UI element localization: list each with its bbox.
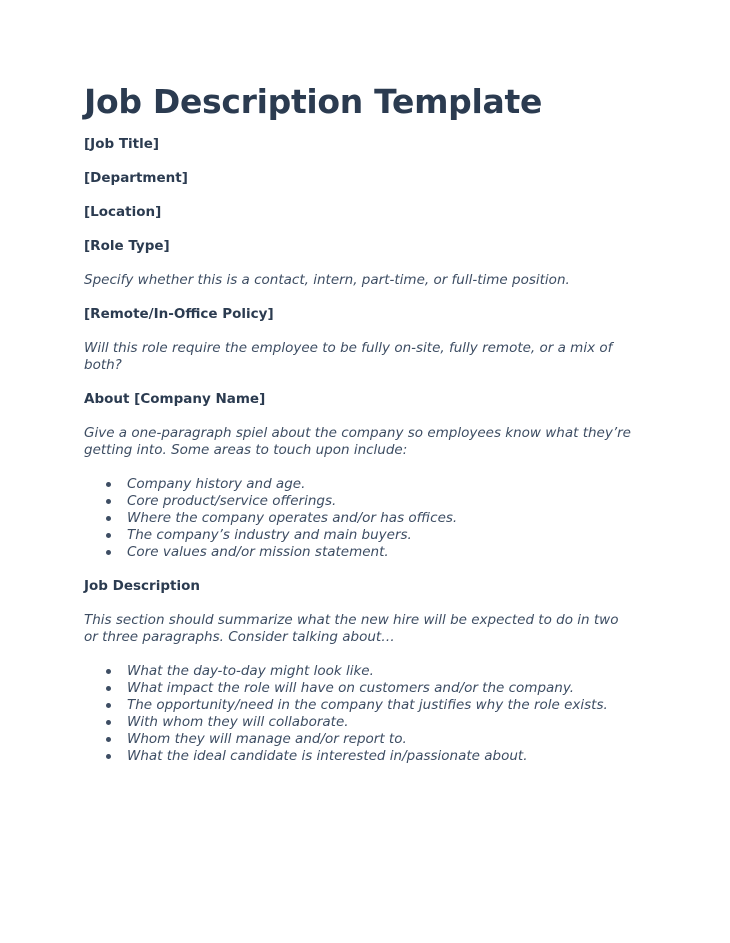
remote-policy-field: [Remote/In-Office Policy] [84,306,274,322]
bullet-icon [106,686,111,691]
page-title: Job Description Template [84,82,543,121]
about-company-note [84,425,664,459]
job-desc-note-line: This section should summarize what the new hire will be expected to do in two [84,612,619,628]
bullet-icon [106,499,111,504]
job-title-field: [Job Title] [84,136,160,152]
list-item: Company history and age. [84,476,664,493]
location-field: [Location] [84,204,162,220]
department-field: [Department] [84,170,188,186]
job-desc-note-line: or three paragraphs. Consider talking about… [84,629,395,645]
list-item: Core values and/or mission statement. [84,544,664,561]
job-description-heading: Job Description [84,578,200,594]
list-item: Whom they will manage and/or report to. [84,731,664,748]
bullet-icon [106,516,111,521]
job-description-note [84,612,664,646]
about-bullet-list [84,476,664,561]
list-item: What the ideal candidate is interested in/passionate about. [84,748,664,765]
list-item: Core product/service offerings. [84,493,664,510]
bullet-icon [106,550,111,555]
list-item: With whom they will collaborate. [84,714,664,731]
list-item: Where the company operates and/or has offices. [84,510,664,527]
role-type-field: [Role Type] [84,238,170,254]
document-page [84,82,664,765]
bullet-icon [106,720,111,725]
bullet-icon [106,737,111,742]
bullet-icon [106,533,111,538]
job-description-bullet-list [84,663,664,765]
bullet-icon [106,669,111,674]
about-note-line: Give a one-paragraph spiel about the company so employees know what they’re [84,425,631,441]
remote-policy-note-line: Will this role require the employee to be fully on-site, fully remote, or a mix of [84,340,613,356]
about-note-line: getting into. Some areas to touch upon include: [84,442,408,458]
bullet-icon [106,482,111,487]
list-item: The company’s industry and main buyers. [84,527,664,544]
remote-policy-note [84,340,664,374]
about-company-heading: About [Company Name] [84,391,266,407]
bullet-icon [106,703,111,708]
role-type-note: Specify whether this is a contact, intern, part-time, or full-time position. [84,272,570,288]
bullet-icon [106,754,111,759]
remote-policy-note-line: both? [84,357,122,373]
list-item: What the day-to-day might look like. [84,663,664,680]
list-item: The opportunity/need in the company that justifies why the role exists. [84,697,664,714]
list-item: What impact the role will have on customers and/or the company. [84,680,664,697]
